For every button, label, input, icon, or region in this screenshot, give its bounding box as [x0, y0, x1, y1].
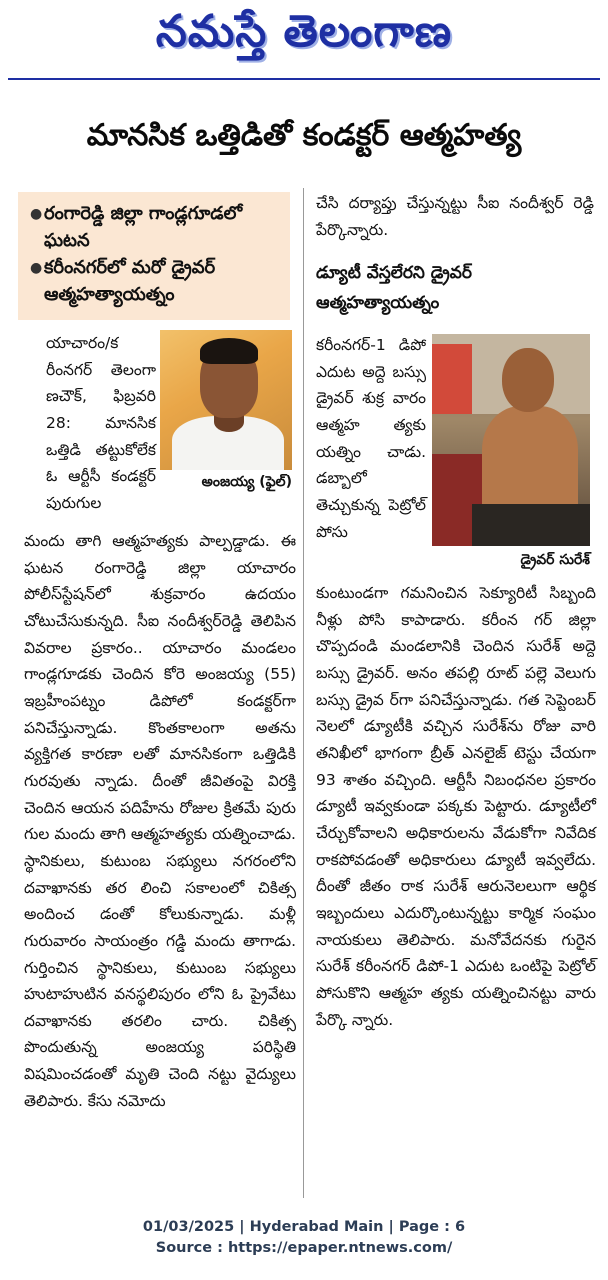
highlight-text: రంగారెడ్డి జిల్లా గాండ్లగూడలో ఘటన: [44, 203, 243, 251]
newspaper-logo: నమస్తే తెలంగాణ: [155, 6, 453, 57]
footer-edition: 01/03/2025 | Hyderabad Main | Page : 6: [142, 1219, 466, 1235]
highlight-item: [30, 200, 280, 254]
highlight-item: [30, 254, 280, 308]
footer: [0, 1217, 608, 1259]
bullet-icon: ●: [30, 206, 43, 222]
story2-body: కుంటుండగా గమనించిన సెక్యూరిటీ సిబ్బంది నీళ్లు పోసి కాపాడారు. కరీంన గర్ జిల్లా చొప్పదండి మండలానికి చెందిన సురేశ్ అద్దె బస్సు డ్రైవర్. అనం తపల్లి రూట్ పల్లె వెలుగు బస్సు డ్రైవ ర్‌గా పనిచేస్తున్నాడు. గత సెప్టెంబర్ నెలలో డ్యూటీకి వచ్చిన సురేశ్‌ను రోజు వారి తనిఖీలో భాగంగా బ్రీత్ ఎనలైజ్ టెస్టు చేయగా 93 శాతం వచ్చింది. ఆర్టీసీ నిబంధనల ప్రకారం డ్యూటీ ఇవ్వకుండా పక్కకు పెట్టారు. డ్యూటీలో చేర్చుకోవాలని అధికారులను వేడుకోగా నివేదిక రాకపోవడంతో అధికారులు డ్యూటీ ఇవ్వలేదు. దీంతో జీతం రాక సురేశ్ ఆరునెలలుగా ఆర్థిక ఇబ్బందులు ఎదుర్కొంటున్నట్టు కార్మిక సంఘం నాయకులు తెలిపారు. మనోవేదనకు గురైన సురేశ్ కరీంనగర్ డిపో-1 ఎదుట ఒంటిపై పెట్రోల్ పోసుకొని ఆత్మహ త్యకు యత్నించినట్టు వారు పేర్కొ న్నారు.: [316, 584, 596, 1029]
masthead-rule: [8, 78, 600, 80]
story2-subhead: డ్యూటీ వేస్తలేరని డ్రైవర్ ఆత్మహత్యాయత్నం: [316, 263, 472, 314]
story1-body: మందు తాగి ఆత్మహత్యకు పాల్పడ్డాడు. ఈ ఘటన రంగారెడ్డి జిల్లా యాచారం పోలీస్‌స్టేషన్‌లో శుక్రవారం ఉదయం చోటుచేసుకున్నది. సీఐ నందీశ్వర్‌రెడ్డి తెలిపిన వివరాల ప్రకారం.. యాచారం మండలం గాండ్లగూడకు చెందిన కోరె అంజయ్య (55) ఇబ్రహీంపట్నం డిపోలో కండక్టర్‌గా పనిచేస్తున్నాడు. కొంతకాలంగా అతను వ్యక్తిగత కారణా లతో మానసికంగా ఒత్తిడికి గురవుతు న్నాడు. దీంతో జీవితంపై విరక్తి చెందిన ఆయన పదిహేను రోజుల క్రితమే పురు గుల మందు తాగి ఆత్మహత్యకు యత్నించాడు. స్థానికులు, కుటుంబ సభ్యులు నగరంలోని దవాఖానకు తర లించి సకాలంలో చికిత్స అందించ డంతో కోలుకున్నాడు. మళ్లీ గురువారం సాయంత్రం గడ్డి మందు తాగాడు. గుర్తించిన స్థానికులు, కుటుంబ సభ్యులు హుటాహుటిన వనస్థలిపురం లోని ఓ ప్రైవేటు దవాఖానకు తరలిం చారు. చికిత్స పొందుతున్న అంజయ్య పరిస్థితి విషమించడంతో మృతి చెంది నట్టు వైద్యులు తెలిపారు. కేసు నమోదు: [24, 532, 296, 1110]
photo-caption: డ్రైవర్ సురేశ్: [520, 552, 590, 568]
article-headline: మానసిక ఒత్తిడితో కండక్టర్ ఆత్మహత్య: [86, 118, 522, 153]
photo-caption: అంజయ్య (ఫైల్): [201, 474, 292, 490]
footer-source: Source : https://epaper.ntnews.com/: [155, 1240, 453, 1257]
highlights-box: [18, 192, 290, 320]
highlight-text: కరీంనగర్‌లో మరో డ్రైవర్ ఆత్మహత్యాయత్నం: [44, 257, 216, 305]
masthead: [0, 0, 608, 88]
story1-top-text: యాచారం/క రీంనగర్ తెలంగా ణచౌక్, ఫిబ్రవరి 28: మానసిక ఒత్తిడి తట్టుకోలేక ఓ ఆర్టీసీ కండక్టర్ పురుగుల: [46, 334, 156, 512]
story1-continued: చేసి దర్యాప్తు చేస్తున్నట్టు సీఐ నందీశ్వర్ రెడ్డి పేర్కొన్నారు.: [316, 194, 594, 239]
story2-top-text: కరీంనగర్-1 డిపో ఎదుట అద్దె బస్సు డ్రైవర్ శుక్ర వారం ఆత్మహ త్యకు యత్నిం చాడు. డబ్బాలో తెచ్చుకున్న పెట్రోల్ పోసు: [316, 336, 426, 541]
column-divider: [303, 188, 304, 1198]
bullet-icon: ●: [30, 260, 43, 276]
suresh-photo: [432, 334, 590, 546]
anjaiah-photo: [160, 330, 292, 470]
